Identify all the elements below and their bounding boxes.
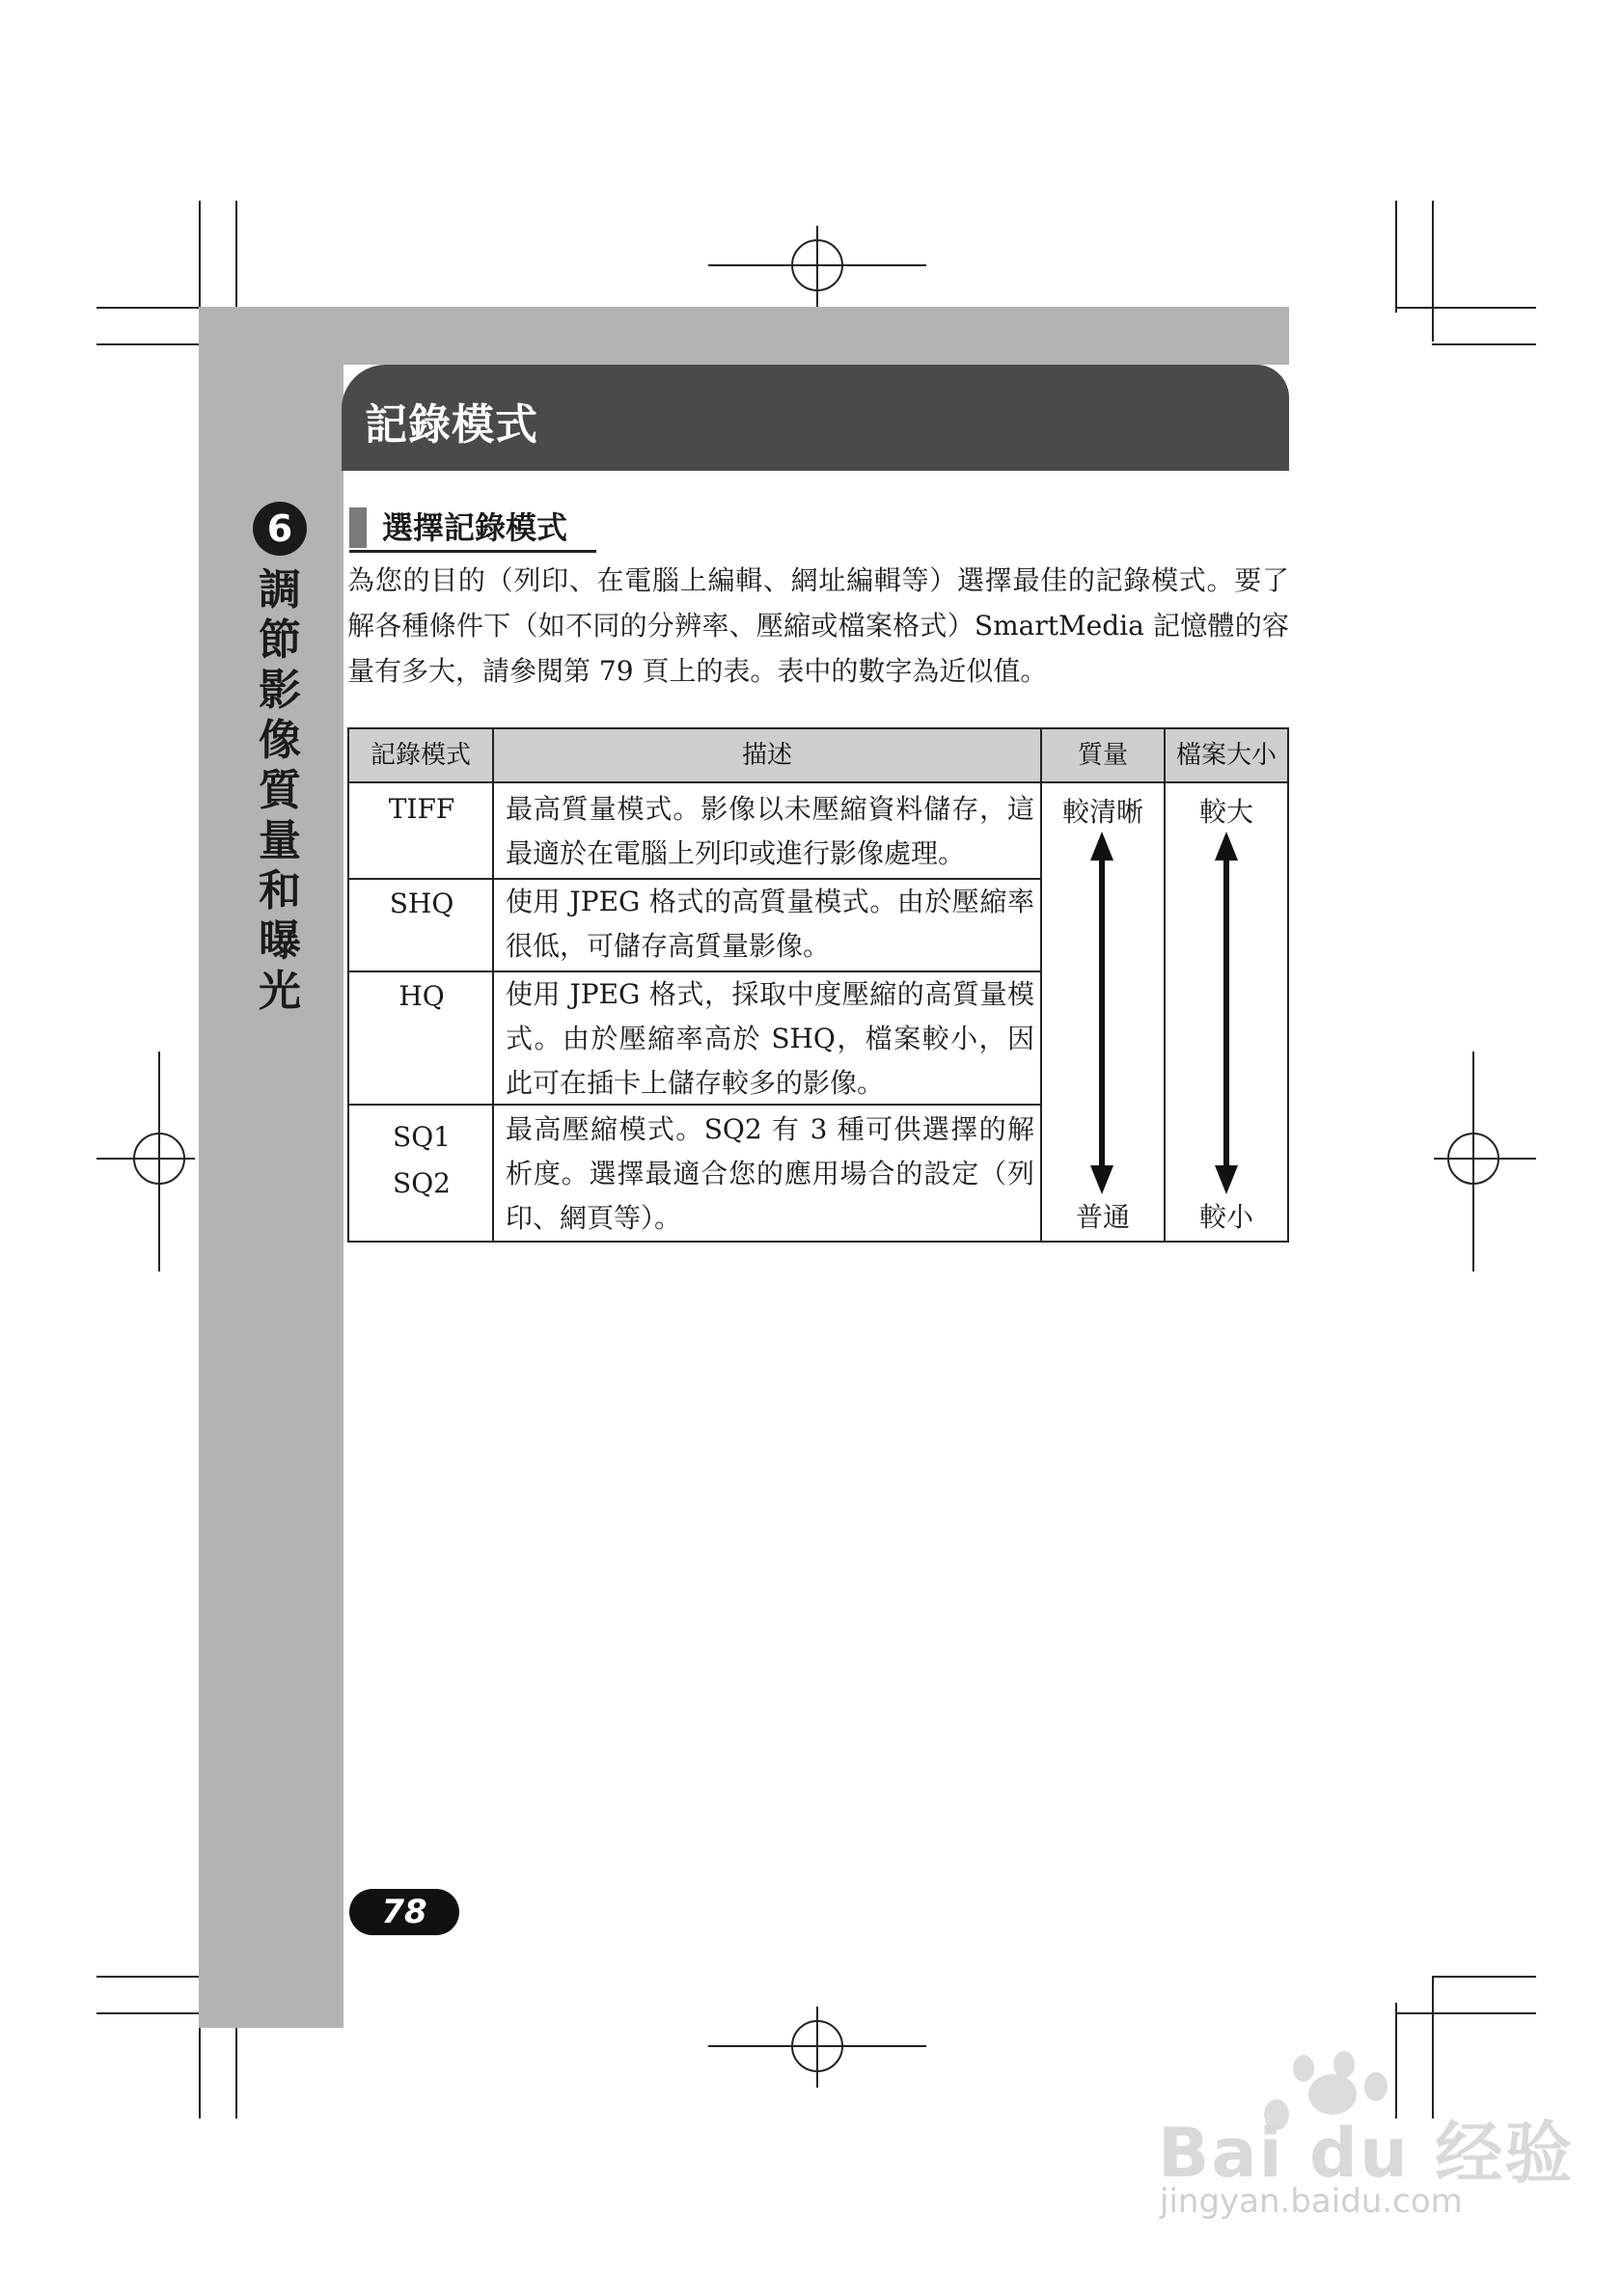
quality-scale-top: 較清晰: [1061, 796, 1143, 828]
chapter-number-badge: 6: [253, 502, 307, 556]
quality-scale-bottom: 普通: [1075, 1201, 1130, 1233]
header-recording-mode: 記錄模式: [349, 729, 492, 781]
chapter-title: 記錄模式: [365, 400, 538, 450]
table-row-description: 最高壓縮模式。SQ2 有 3 種可供選擇的解析度。選擇最適合您的應用場合的設定（列印、網頁等）。: [506, 1113, 1034, 1234]
page-number: 78: [349, 1889, 459, 1935]
table-row-description: 使用 JPEG 格式，採取中度壓縮的高質量模式。由於壓縮率高於 SHQ，檔案較小，因此可在插卡上儲存較多的影像。: [506, 978, 1034, 1099]
size-scale-top: 較大: [1198, 796, 1253, 828]
header-quality: 質量: [1042, 729, 1164, 781]
table-row-mode: TIFF: [388, 793, 455, 825]
header-divider: [349, 781, 1287, 783]
chapter-side-title: 調節影像質量和曝光: [259, 565, 301, 1016]
table-row-mode: SHQ: [389, 888, 454, 919]
header-band: [199, 307, 1289, 365]
table-row-mode: HQ: [398, 980, 445, 1012]
section-underline: [349, 550, 596, 553]
size-scale-bottom: 較小: [1198, 1201, 1253, 1233]
watermark-brand: Bai du 经验: [1158, 2114, 1575, 2193]
table-row-description: 最高質量模式。影像以未壓縮資料儲存，這最適於在電腦上列印或進行影像處理。: [506, 793, 1034, 869]
recording-mode-table: [347, 727, 1289, 1243]
quality-double-arrow-icon: [1083, 832, 1121, 1194]
section-intro: 為您的目的（列印、在電腦上編輯、網址編輯等）選擇最佳的記錄模式。要了解各種條件下（如不同的分辨率、壓縮或檔案格式）SmartMedia 記憶體的容量有多大，請參閱第 79 頁上的表。表中的數字為近似值。: [347, 564, 1289, 687]
table-row-mode-secondary: SQ2: [393, 1167, 451, 1199]
section-title: 選擇記錄模式: [382, 509, 568, 546]
table-row-mode: SQ1: [393, 1121, 451, 1153]
table-row-description: 使用 JPEG 格式的高質量模式。由於壓縮率很低，可儲存高質量影像。: [506, 886, 1034, 962]
section-marker: [349, 507, 367, 548]
header-description: 描述: [494, 729, 1040, 781]
watermark-url: jingyan.baidu.com: [1160, 2182, 1463, 2221]
header-file-size: 檔案大小: [1166, 729, 1287, 781]
size-double-arrow-icon: [1207, 832, 1246, 1194]
